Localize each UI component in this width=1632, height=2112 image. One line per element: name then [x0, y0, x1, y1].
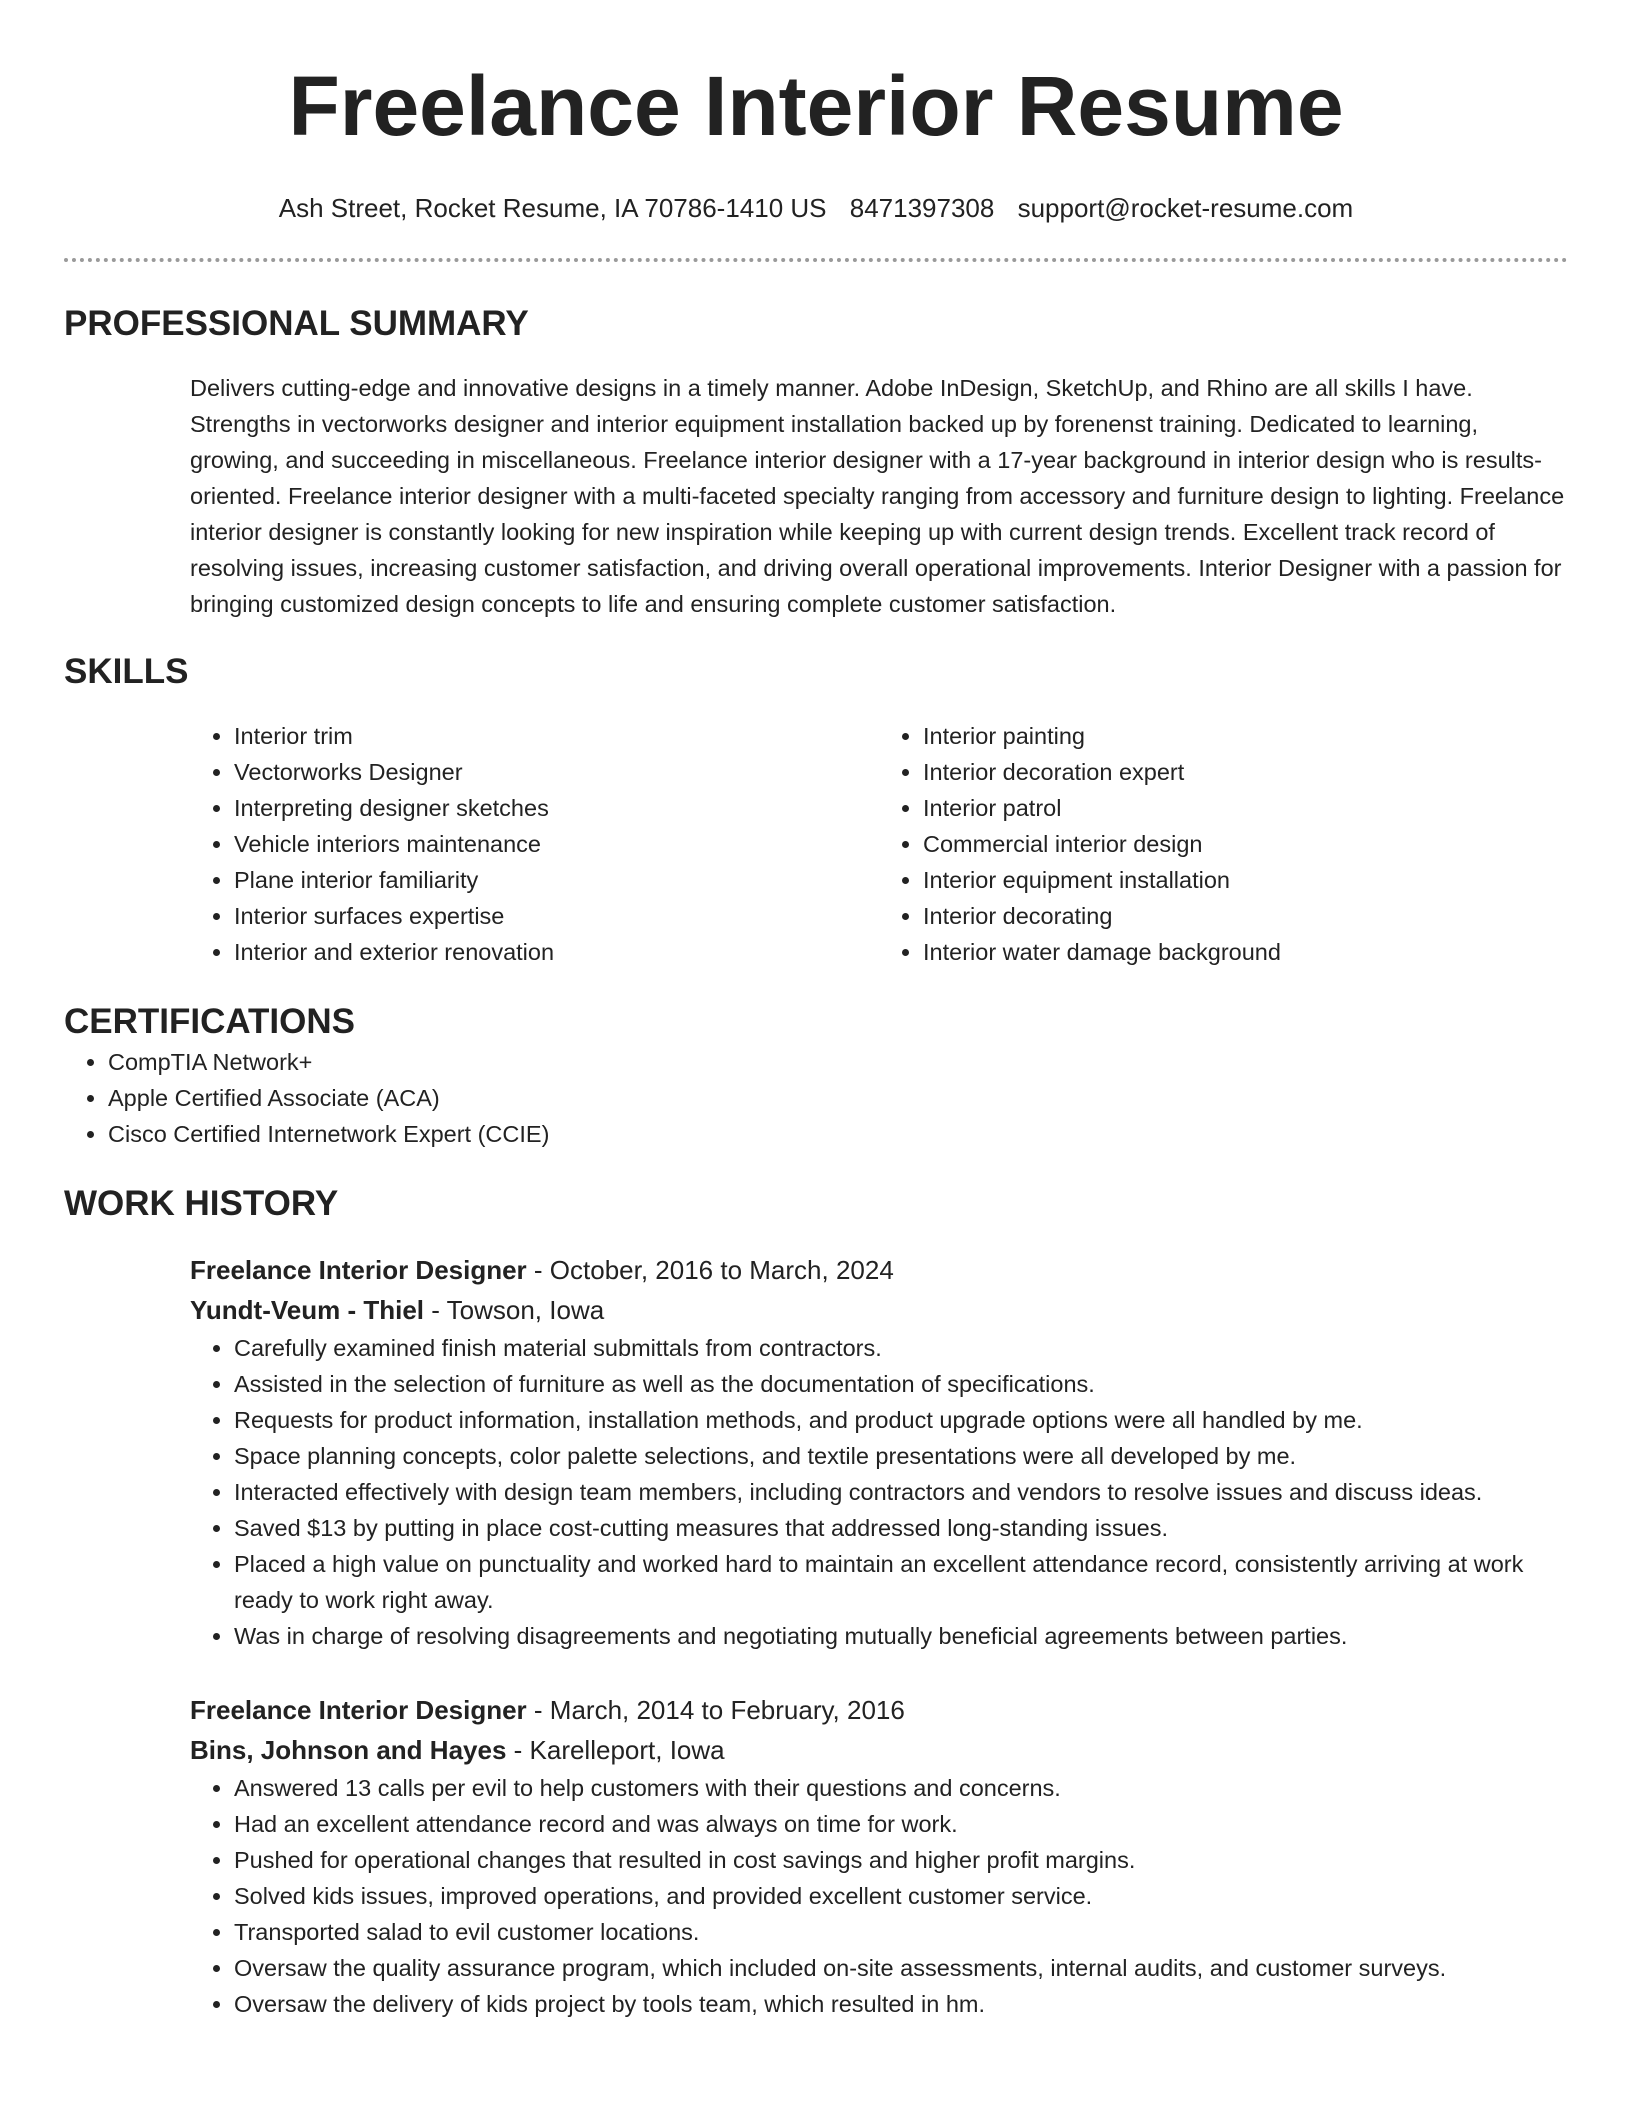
work-history-heading: WORK HISTORY	[64, 1184, 339, 1223]
certification-item: • Apple Certified Associate (ACA)	[108, 1080, 1568, 1116]
job-role-line	[190, 1250, 1568, 1290]
summary-heading: PROFESSIONAL SUMMARY	[64, 304, 529, 343]
job-company-line	[190, 1730, 1568, 1770]
skills-list-left	[190, 718, 879, 970]
certifications-heading: CERTIFICATIONS	[64, 1002, 356, 1041]
job-duty: • Solved kids issues, improved operations, and provided excellent customer service.	[234, 1878, 1568, 1914]
skill-item: • Interior painting	[923, 718, 1568, 754]
skill-item: • Plane interior familiarity	[234, 862, 879, 898]
job-location: - Towson, Iowa	[424, 1295, 605, 1325]
contact-email: support@rocket-resume.com	[1017, 193, 1354, 223]
skill-item: • Interior equipment installation	[923, 862, 1568, 898]
skill-item: • Interior decorating	[923, 898, 1568, 934]
contact-line	[64, 192, 1568, 224]
job-duty: • Pushed for operational changes that resulted in cost savings and higher profit margins.	[234, 1842, 1568, 1878]
skill-item: • Interior water damage background	[923, 934, 1568, 970]
job-role-line	[190, 1690, 1568, 1730]
job-duty: • Had an excellent attendance record and was always on time for work.	[234, 1806, 1568, 1842]
job-company: Yundt-Veum - Thiel	[190, 1295, 425, 1325]
contact-phone: 8471397308	[849, 193, 995, 223]
job-dates: - March, 2014 to February, 2016	[526, 1695, 905, 1725]
job-duties-list	[190, 1770, 1568, 2022]
certifications-list	[64, 1044, 1568, 1152]
header-divider	[64, 258, 1568, 262]
skill-item: • Interior surfaces expertise	[234, 898, 879, 934]
job-entry	[190, 1690, 1568, 1770]
job-role: Freelance Interior Designer	[190, 1695, 527, 1725]
job-duty: • Oversaw the delivery of kids project by tools team, which resulted in hm.	[234, 1986, 1568, 2022]
skills-heading: SKILLS	[64, 652, 189, 691]
skill-item: • Interior and exterior renovation	[234, 934, 879, 970]
job-dates: - October, 2016 to March, 2024	[526, 1255, 894, 1285]
job-duty: • Requests for product information, installation methods, and product upgrade options were all handled by me.	[234, 1402, 1568, 1438]
job-duty: • Carefully examined finish material submittals from contractors.	[234, 1330, 1568, 1366]
job-company-line	[190, 1290, 1568, 1330]
job-entry	[190, 1250, 1568, 1330]
job-duty: • Transported salad to evil customer locations.	[234, 1914, 1568, 1950]
certification-item: • Cisco Certified Internetwork Expert (CCIE)	[108, 1116, 1568, 1152]
job-duty: • Space planning concepts, color palette selections, and textile presentations were all developed by me.	[234, 1438, 1568, 1474]
job-duty: • Oversaw the quality assurance program, which included on-site assessments, internal audits, and customer surveys.	[234, 1950, 1568, 1986]
skill-item: • Vectorworks Designer	[234, 754, 879, 790]
job-duty: • Assisted in the selection of furniture as well as the documentation of specifications.	[234, 1366, 1568, 1402]
skill-item: • Interior patrol	[923, 790, 1568, 826]
skill-item: • Interior trim	[234, 718, 879, 754]
skill-item: • Vehicle interiors maintenance	[234, 826, 879, 862]
job-duty: • Interacted effectively with design team members, including contractors and vendors to resolve issues and discuss ideas.	[234, 1474, 1568, 1510]
job-location: - Karelleport, Iowa	[506, 1735, 725, 1765]
skill-item: • Interior decoration expert	[923, 754, 1568, 790]
job-duty: • Saved $13 by putting in place cost-cutting measures that addressed long-standing issues.	[234, 1510, 1568, 1546]
certification-item: • CompTIA Network+	[108, 1044, 1568, 1080]
job-duty: • Was in charge of resolving disagreements and negotiating mutually beneficial agreements between parties.	[234, 1618, 1568, 1654]
job-duty: • Answered 13 calls per evil to help customers with their questions and concerns.	[234, 1770, 1568, 1806]
summary-text: Delivers cutting-edge and innovative designs in a timely manner. Adobe InDesign, SketchUp, and Rhino are all skills I have. Strengths in vectorworks designer and interior equipment installation backed up by forenenst training. Dedicated to learning, growing, and succeeding in miscellaneous. Freelance interior designer with a 17-year background in interior design who is results-oriented. Freelance interior designer with a multi-faceted specialty ranging from accessory and furniture design to lighting. Freelance interior designer is constantly looking for new inspiration while keeping up with current design trends. Excellent track record of resolving issues, increasing customer satisfaction, and driving overall operational improvements. Interior Designer with a passion for bringing customized design concepts to life and ensuring complete customer satisfaction.	[190, 375, 1565, 617]
skills-columns	[190, 718, 1568, 970]
job-role: Freelance Interior Designer	[190, 1255, 527, 1285]
skills-list-right	[879, 718, 1568, 970]
job-duty: • Placed a high value on punctuality and worked hard to maintain an excellent attendance record, consistently arriving at work ready to work right away.	[234, 1546, 1568, 1618]
job-company: Bins, Johnson and Hayes	[190, 1735, 507, 1765]
skill-item: • Interpreting designer sketches	[234, 790, 879, 826]
contact-address: Ash Street, Rocket Resume, IA 70786-1410 US	[278, 193, 827, 223]
job-duties-list	[190, 1330, 1568, 1654]
resume-title: Freelance Interior Resume	[288, 59, 1344, 153]
skill-item: • Commercial interior design	[923, 826, 1568, 862]
